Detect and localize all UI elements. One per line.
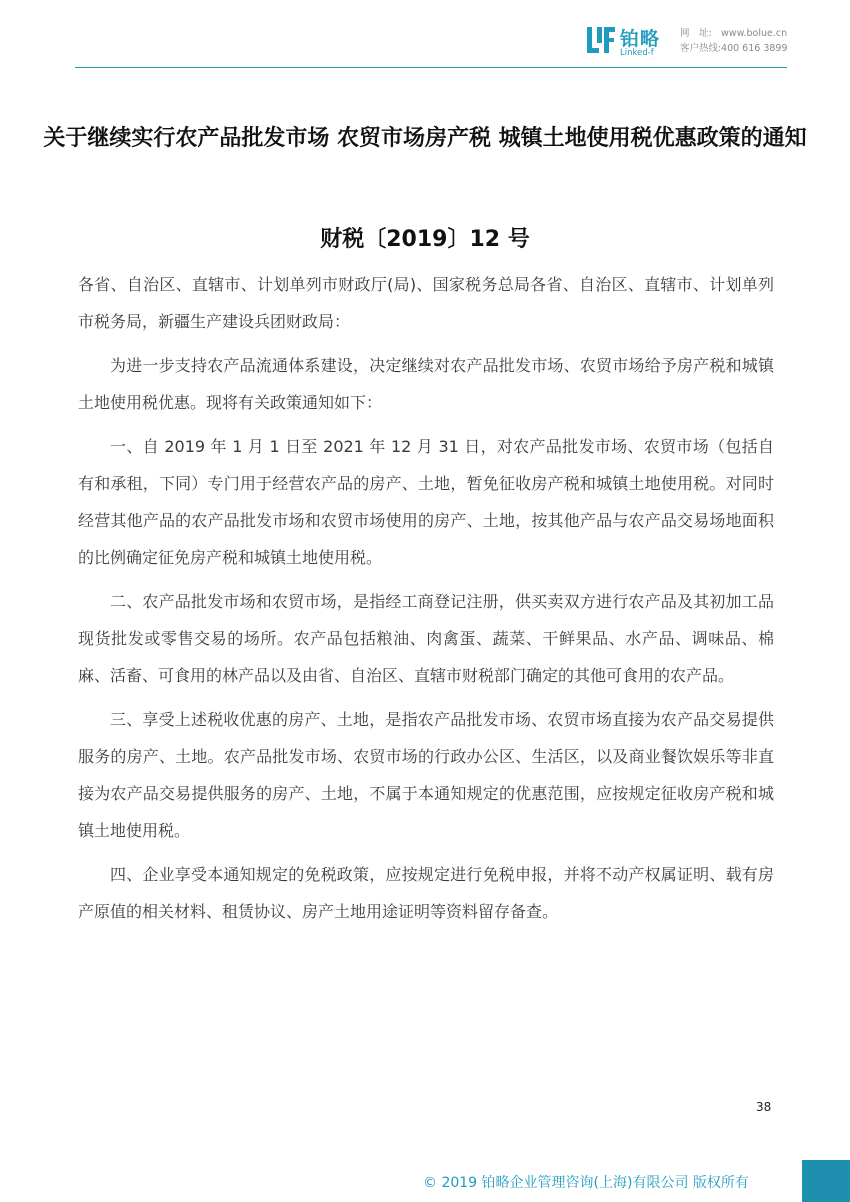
document-title: 关于继续实行农产品批发市场 农贸市场房产税 城镇土地使用税优惠政策的通知 (43, 126, 807, 151)
clause-2-paragraph: 二、农产品批发市场和农贸市场，是指经工商登记注册，供买卖双方进行农产品及其初加工品现货批发或零售交易的场所。农产品包括粮油、肉禽蛋、蔬菜、干鲜果品、水产品、调味品、棉麻、活畜、可食用的林产品以及由省、自治区、直辖市财税部门确定的其他可食用的农产品。 (78, 592, 774, 685)
document-number: 财税〔2019〕12 号 (320, 227, 530, 252)
logo-chinese-text: 铂略 (620, 28, 661, 50)
copyright-notice: © 2019 铂略企业管理咨询(上海)有限公司 版权所有 (423, 1175, 749, 1191)
hotline-value: 400 616 3899 (721, 43, 788, 54)
logo-english-text: Linked-f (620, 48, 654, 58)
addressee-paragraph: 各省、自治区、直辖市、计划单列市财政厅(局)、国家税务总局各省、自治区、直辖市、计划单列市税务局，新疆生产建设兵团财政局： (78, 275, 774, 331)
contact-info (680, 26, 788, 56)
clause-3-paragraph: 三、享受上述税收优惠的房产、土地，是指农产品批发市场、农贸市场直接为农产品交易提供服务的房产、土地。农产品批发市场、农贸市场的行政办公区、生活区，以及商业餐饮娱乐等非直接为农产品交易提供服务的房产、土地，不属于本通知规定的优惠范围，应按规定征收房产税和城镇土地使用税。 (78, 710, 774, 840)
bolue-logo (585, 24, 673, 58)
page-header (0, 0, 850, 70)
website-value[interactable]: www.bolue.cn (721, 28, 788, 39)
document-body (78, 266, 774, 937)
hotline-label: 客户热线: (680, 43, 722, 54)
page-number: 38 (756, 1100, 772, 1114)
clause-4-paragraph: 四、企业享受本通知规定的免税政策，应按规定进行免税申报，并将不动产权属证明、载有房产原值的相关材料、租赁协议、房产土地用途证明等资料留存备查。 (78, 865, 774, 921)
intro-paragraph: 为进一步支持农产品流通体系建设，决定继续对农产品批发市场、农贸市场给予房产税和城镇土地使用税优惠。现将有关政策通知如下： (78, 356, 774, 412)
hotline-line (680, 41, 788, 56)
footer-accent-block (802, 1160, 850, 1202)
website-label: 网 址: (680, 28, 712, 39)
clause-1-paragraph: 一、自 2019 年 1 月 1 日至 2021 年 12 月 31 日，对农产品批发市场、农贸市场（包括自有和承租，下同）专门用于经营农产品的房产、土地，暂免征收房产税和城镇土地使用税。对同时经营其他产品的农产品批发市场和农贸市场使用的房产、土地，按其他产品与农产品交易场地面积的比例确定征免房产税和城镇土地使用税。 (78, 437, 774, 567)
header-divider (75, 67, 787, 68)
website-line (680, 26, 788, 41)
bolue-logo-icon (585, 24, 617, 56)
